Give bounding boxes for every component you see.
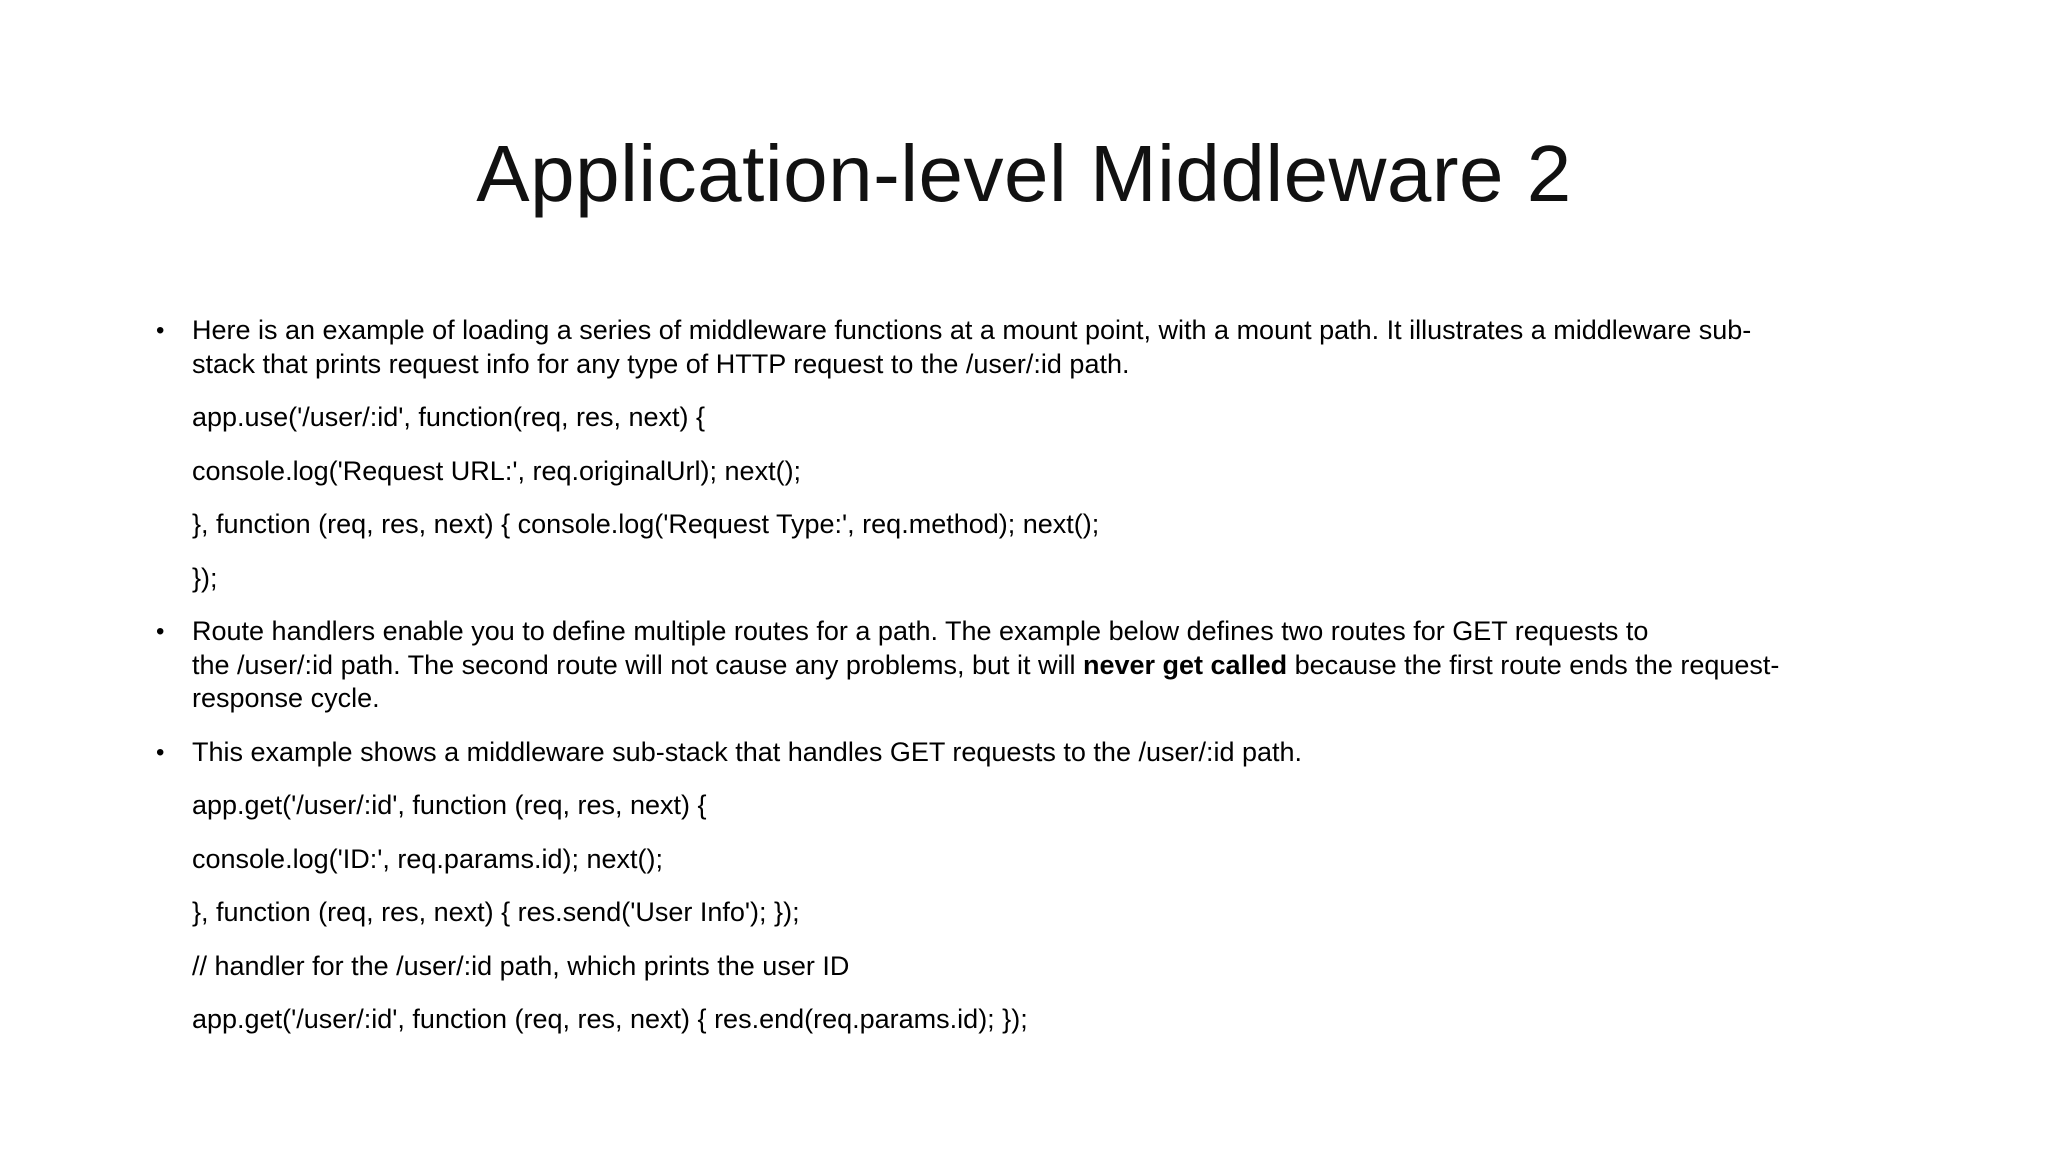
bullet-2-emphasis: never get called [1082, 649, 1288, 680]
bullet-3-line-1: • This example shows a middleware sub-stack that handles GET requests to the /user/:id path. [148, 736, 1908, 770]
code-1-line-1: app.use('/user/:id', function(req, res, next) { [192, 402, 706, 432]
code-1-line-3: }, function (req, res, next) { console.log('Request Type:', req.method); next(); [192, 509, 1100, 539]
code-1-line-4: }); [192, 562, 218, 593]
bullet-2-line-2-end: because the first route ends the request- [1287, 649, 1780, 680]
bullet-1-line-2: stack that prints request info for any type of HTTP request to the /user/:id path. [192, 348, 1130, 379]
bullet-2-line-2 [148, 649, 1908, 683]
bullet-1-line-1: • Here is an example of loading a series of middleware functions at a mount point, with a mount path. It illustrates a middleware sub- [148, 314, 1908, 348]
slide-title: Application-level Middleware 2 [476, 129, 1572, 218]
code-1-line-2: console.log('Request URL:', req.originalUrl); next(); [192, 455, 802, 486]
bullet-2-line-1: • Route handlers enable you to define multiple routes for a path. The example below defines two routes for GET requests to [148, 615, 1908, 649]
code-2-line-4: // handler for the /user/:id path, which prints the user ID [192, 950, 850, 981]
code-2-line-3: }, function (req, res, next) { res.send('User Info'); }); [192, 897, 800, 927]
code-2-line-2: console.log('ID:', req.params.id); next(); [192, 843, 663, 874]
bullet-2-line-3: response cycle. [192, 683, 380, 713]
slide-body [148, 314, 1908, 1037]
code-2-line-5: app.get('/user/:id', function (req, res, next) { res.end(req.params.id); }); [192, 1004, 1028, 1034]
code-2-line-1: app.get('/user/:id', function (req, res, next) { [192, 790, 707, 820]
bullet-2-line-2-start: the /user/:id path. The second route will not cause any problems, but it will [192, 649, 1083, 680]
